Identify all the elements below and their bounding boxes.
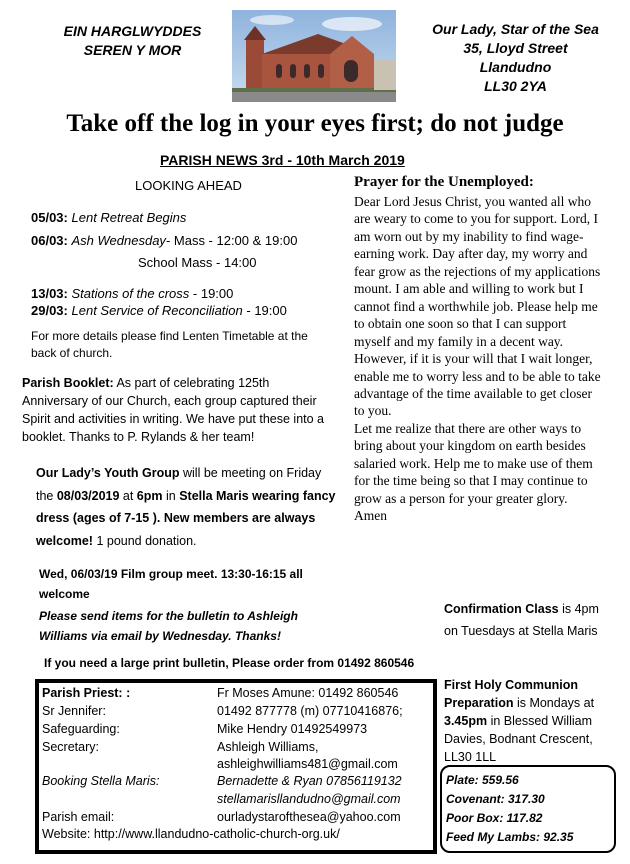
sr-jennifer-label: Sr Jennifer: — [42, 704, 106, 718]
total-plate: Plate: 559.56 — [446, 773, 519, 787]
booking-label: Booking Stella Maris: — [42, 774, 160, 788]
event-stations-of-cross — [31, 285, 233, 303]
booking-email[interactable]: stellamarisllandudno@gmail.com — [217, 792, 401, 806]
event-date: 13/03: — [31, 286, 68, 301]
youth-text: in — [162, 488, 180, 503]
parish-email-label: Parish email: — [42, 810, 115, 824]
total-covenant: Covenant: 317.30 — [446, 792, 545, 806]
youth-text: wearing fancy dress (ages of 7-15 ). New members are always welcome! — [36, 488, 336, 548]
parish-booklet-notice — [22, 374, 337, 446]
confirmation-text: is 4pm on Tuesdays at Stella Maris — [444, 602, 599, 638]
prayer-title: Prayer for the Unemployed: — [354, 174, 534, 190]
event-reconciliation — [31, 302, 287, 320]
youth-donation: 1 pound donation. — [92, 533, 197, 548]
confirmation-class-notice — [444, 598, 604, 642]
website-link[interactable]: Website: http://www.llandudno-catholic-church-org.uk/ — [42, 827, 340, 841]
prayer-paragraph: Let me realize that there are other ways to bring about your kingdom on earth besides salaried work. Help me to make use of them for the time being so that I may continue to grow as a person for your greater glory. Amen — [354, 420, 593, 524]
address-line1: Our Lady, Star of the Sea — [432, 21, 599, 37]
parish-news-title: PARISH NEWS 3rd - 10th March 2019 — [160, 152, 405, 168]
prayer-paragraph: Dear Lord Jesus Christ, you wanted all who are weary to come to you for support. Lord, I am worn out by my inability to find wage-earning work. Day after day, my worry and fear grow as the rejections of my applications mount. I am able and willing to work but I cannot find a worthwhile job. Please help me to obtain one soon so that I can support myself and my family in a decent way. However, if it is your will that I wait longer, enable me to worry less and to be able to take advantage of the time available to get closer to you. — [354, 194, 601, 419]
event-text: Lent Retreat Begins — [71, 210, 187, 225]
safeguarding-label: Safeguarding: — [42, 722, 120, 736]
secretary-label: Secretary: — [42, 740, 99, 754]
event-text: Stations of the cross — [71, 286, 190, 301]
total-poor-box: Poor Box: 117.82 — [446, 811, 543, 825]
first-communion-notice — [444, 676, 614, 766]
large-print-notice: If you need a large print bulletin, Please order from 01492 860546 — [44, 656, 415, 670]
total-feed-my-lambs: Feed My Lambs: 92.35 — [446, 830, 574, 844]
church-welsh-name — [50, 22, 215, 60]
event-school-mass: School Mass - 14:00 — [138, 255, 257, 270]
fhc-time: 3.45pm — [444, 714, 488, 728]
prayer-text — [354, 193, 601, 525]
event-date: 05/03: — [31, 210, 68, 225]
youth-date: 08/03/2019 — [56, 488, 120, 503]
address-line3: Llandudno — [479, 59, 552, 75]
event-date: 06/03: — [31, 233, 68, 248]
youth-time: 6pm — [136, 488, 163, 503]
fhc-label: First Holy Communion Preparation — [444, 678, 579, 710]
sr-jennifer-value: 01492 877778 (m) 07710416876; — [217, 704, 403, 718]
priest-value: Fr Moses Amune: 01492 860546 — [217, 686, 399, 700]
event-times: - Mass - 12:00 & 19:00 — [165, 233, 298, 248]
fhc-text: in Blessed William Davies, Bodnant Crescent, LL30 1LL — [444, 714, 593, 764]
address-line4: LL30 2YA — [484, 78, 547, 94]
booklet-text: As part of celebrating 125th Anniversary of our Church, each group captured their Spirit and activities in writing. We have put these into a booklet. Thanks to P. Rylands & her team! — [22, 376, 325, 444]
youth-place: Stella Maris — [179, 488, 249, 503]
event-text: Lent Service of Reconciliation — [71, 303, 243, 318]
film-group-notice: Wed, 06/03/19 Film group meet. 13:30-16:15 all welcome — [39, 567, 303, 601]
headline: Take off the log in your eyes first; do not judge — [66, 110, 564, 137]
lenten-timetable-note: For more details please find Lenten Timetable at the back of church. — [31, 329, 308, 360]
collection-totals — [446, 771, 573, 847]
youth-group-name: Our Lady’s Youth Group — [36, 466, 180, 480]
safeguarding-value: Mike Hendry 01492549973 — [217, 722, 368, 736]
confirmation-label: Confirmation Class — [444, 602, 559, 616]
priest-label: Parish Priest: : — [42, 686, 131, 700]
welsh-name-line1: EIN HARGLWYDDES — [63, 23, 202, 39]
secretary-name: Ashleigh Williams, — [217, 740, 319, 754]
welsh-name-line2: SEREN Y MOR — [83, 42, 182, 58]
parish-email-value[interactable]: ourladystarofthesea@yahoo.com — [217, 810, 401, 824]
address-line2: 35, Lloyd Street — [463, 40, 568, 56]
looking-ahead-title: LOOKING AHEAD — [135, 178, 242, 193]
event-ash-wednesday — [31, 232, 297, 250]
fhc-text: is Mondays at — [513, 696, 595, 710]
event-lent-retreat — [31, 209, 186, 227]
booklet-label: Parish Booklet: — [22, 376, 114, 390]
bulletin-submission-notice: Please send items for the bulletin to Ashleigh Williams via email by Wednesday. Thanks! — [39, 609, 298, 643]
youth-text: at — [119, 488, 137, 503]
secretary-email[interactable]: ashleighwilliams481@gmail.com — [217, 757, 398, 771]
youth-text: will be meeting on Friday the — [36, 466, 322, 503]
event-text: Ash Wednesday — [71, 233, 166, 248]
event-time: - 19:00 — [242, 303, 287, 318]
church-address — [408, 20, 623, 96]
event-date: 29/03: — [31, 303, 68, 318]
youth-group-notice — [36, 462, 341, 552]
booking-contact: Bernadette & Ryan 07856119132 — [217, 774, 402, 788]
church-photo — [232, 10, 396, 102]
event-time: - 19:00 — [189, 286, 234, 301]
